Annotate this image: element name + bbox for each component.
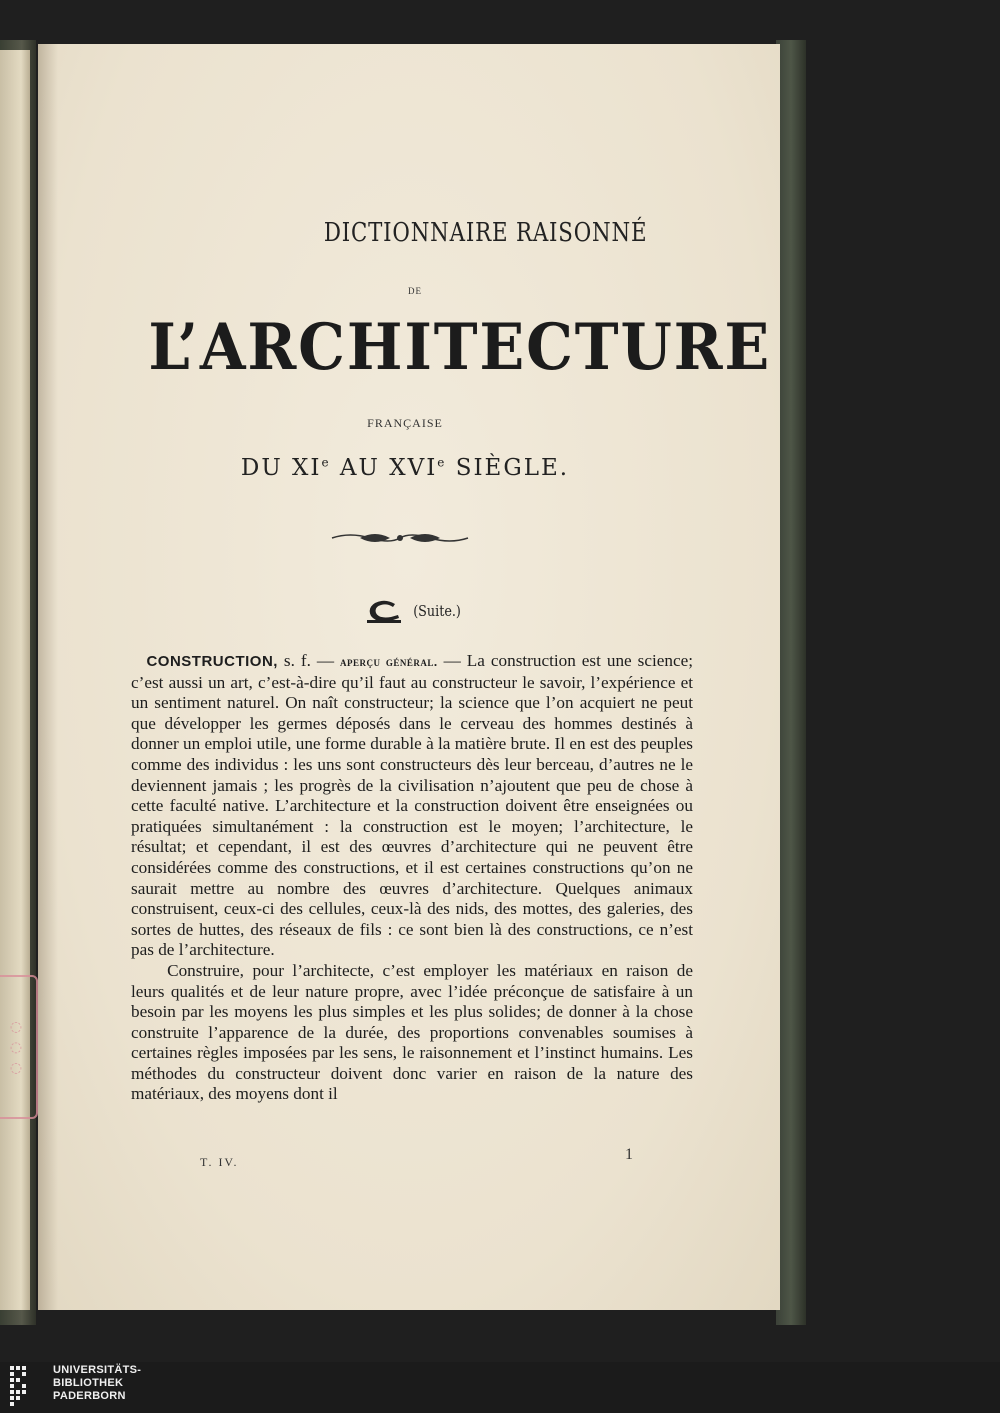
entry-headword: CONSTRUCTION,: [146, 653, 278, 670]
library-stamp: ◌ ◌ ◌: [0, 975, 38, 1119]
suite-heading: [365, 597, 465, 625]
library-bar: [0, 1362, 1000, 1413]
left-page-edge: [0, 50, 30, 1310]
paragraph-2: Construire, pour l’architecte, c’est employer les matériaux en raison de leurs qualités et de leur nature propre, avec l’idée préconçue de satisfaire à un besoin par les moyens les plus simples et les plus solides; de donner à la chose construite l’apparence de la durée, des proportions convenables soumises à certaines règles imposées par les sens, le raisonnement et l’instinct humains. Les méthodes du constructeur doivent donc varier en raison de la nature des matériaux, des moyens dont il: [131, 960, 693, 1104]
title-siecle: DU XIe AU XVIe SIÈGLE.: [240, 455, 570, 481]
ornament-divider-icon: [330, 528, 470, 548]
paragraph-1: CONSTRUCTION, s. f. — aperçu général. — La construction est une science; c’est aussi un art, c’est-à-dire qu’il faut au constructeur le savoir, l’expérience et un sentiment naturel. On naît constructeur; la science que l’on acquiert ne peut que développer les germes déposés dans le cerveau des hommes destinés à donner un emploi utile, une forme durable à la matière brute. Il en est des peuples comme des individus : les uns sont constructeurs dès leur berceau, d’autres ne le deviennent jamais ; les progrès de la civilisation n’ajoutent que peu de chose à cette faculté native. L’architecture et la construction doivent être enseignées ou pratiquées simultanément : la construction est le moyen; l’architecture, le résultat; et cependant, il est des œuvres d’architecture qui ne peuvent être considérées comme des constructions, et il est certaines constructions qu’on ne saurait mettre au nombre des œuvres d’architecture. Quelques animaux construisent, ceux-ci des cellules, ceux-là des nids, des mottes, des galeries, des sortes de huttes, des réseaux de fils : ce sont bien là des constructions, ce n’est pas de l’architecture.: [131, 651, 693, 960]
title-dictionnaire: DICTIONNAIRE RAISONNÉ: [323, 218, 648, 248]
entry-subhead: aperçu général.: [340, 654, 438, 669]
footer-volume: T. IV.: [200, 1155, 239, 1169]
article-body: [131, 651, 693, 1105]
ornamental-letter-c-icon: [365, 598, 403, 624]
title-architecture: L’ARCHITECTURE: [148, 310, 772, 385]
title-de: DE: [408, 286, 422, 296]
library-name: UNIVERSITÄTS- BIBLIOTHEK PADERBORN: [53, 1364, 142, 1402]
page-gutter-shadow: [38, 44, 58, 1310]
title-francaise: FRANÇAISE: [367, 416, 443, 430]
suite-label: (Suite.): [413, 602, 461, 620]
university-library-logo-icon: [8, 1364, 48, 1410]
footer-page-number: 1: [625, 1146, 633, 1163]
